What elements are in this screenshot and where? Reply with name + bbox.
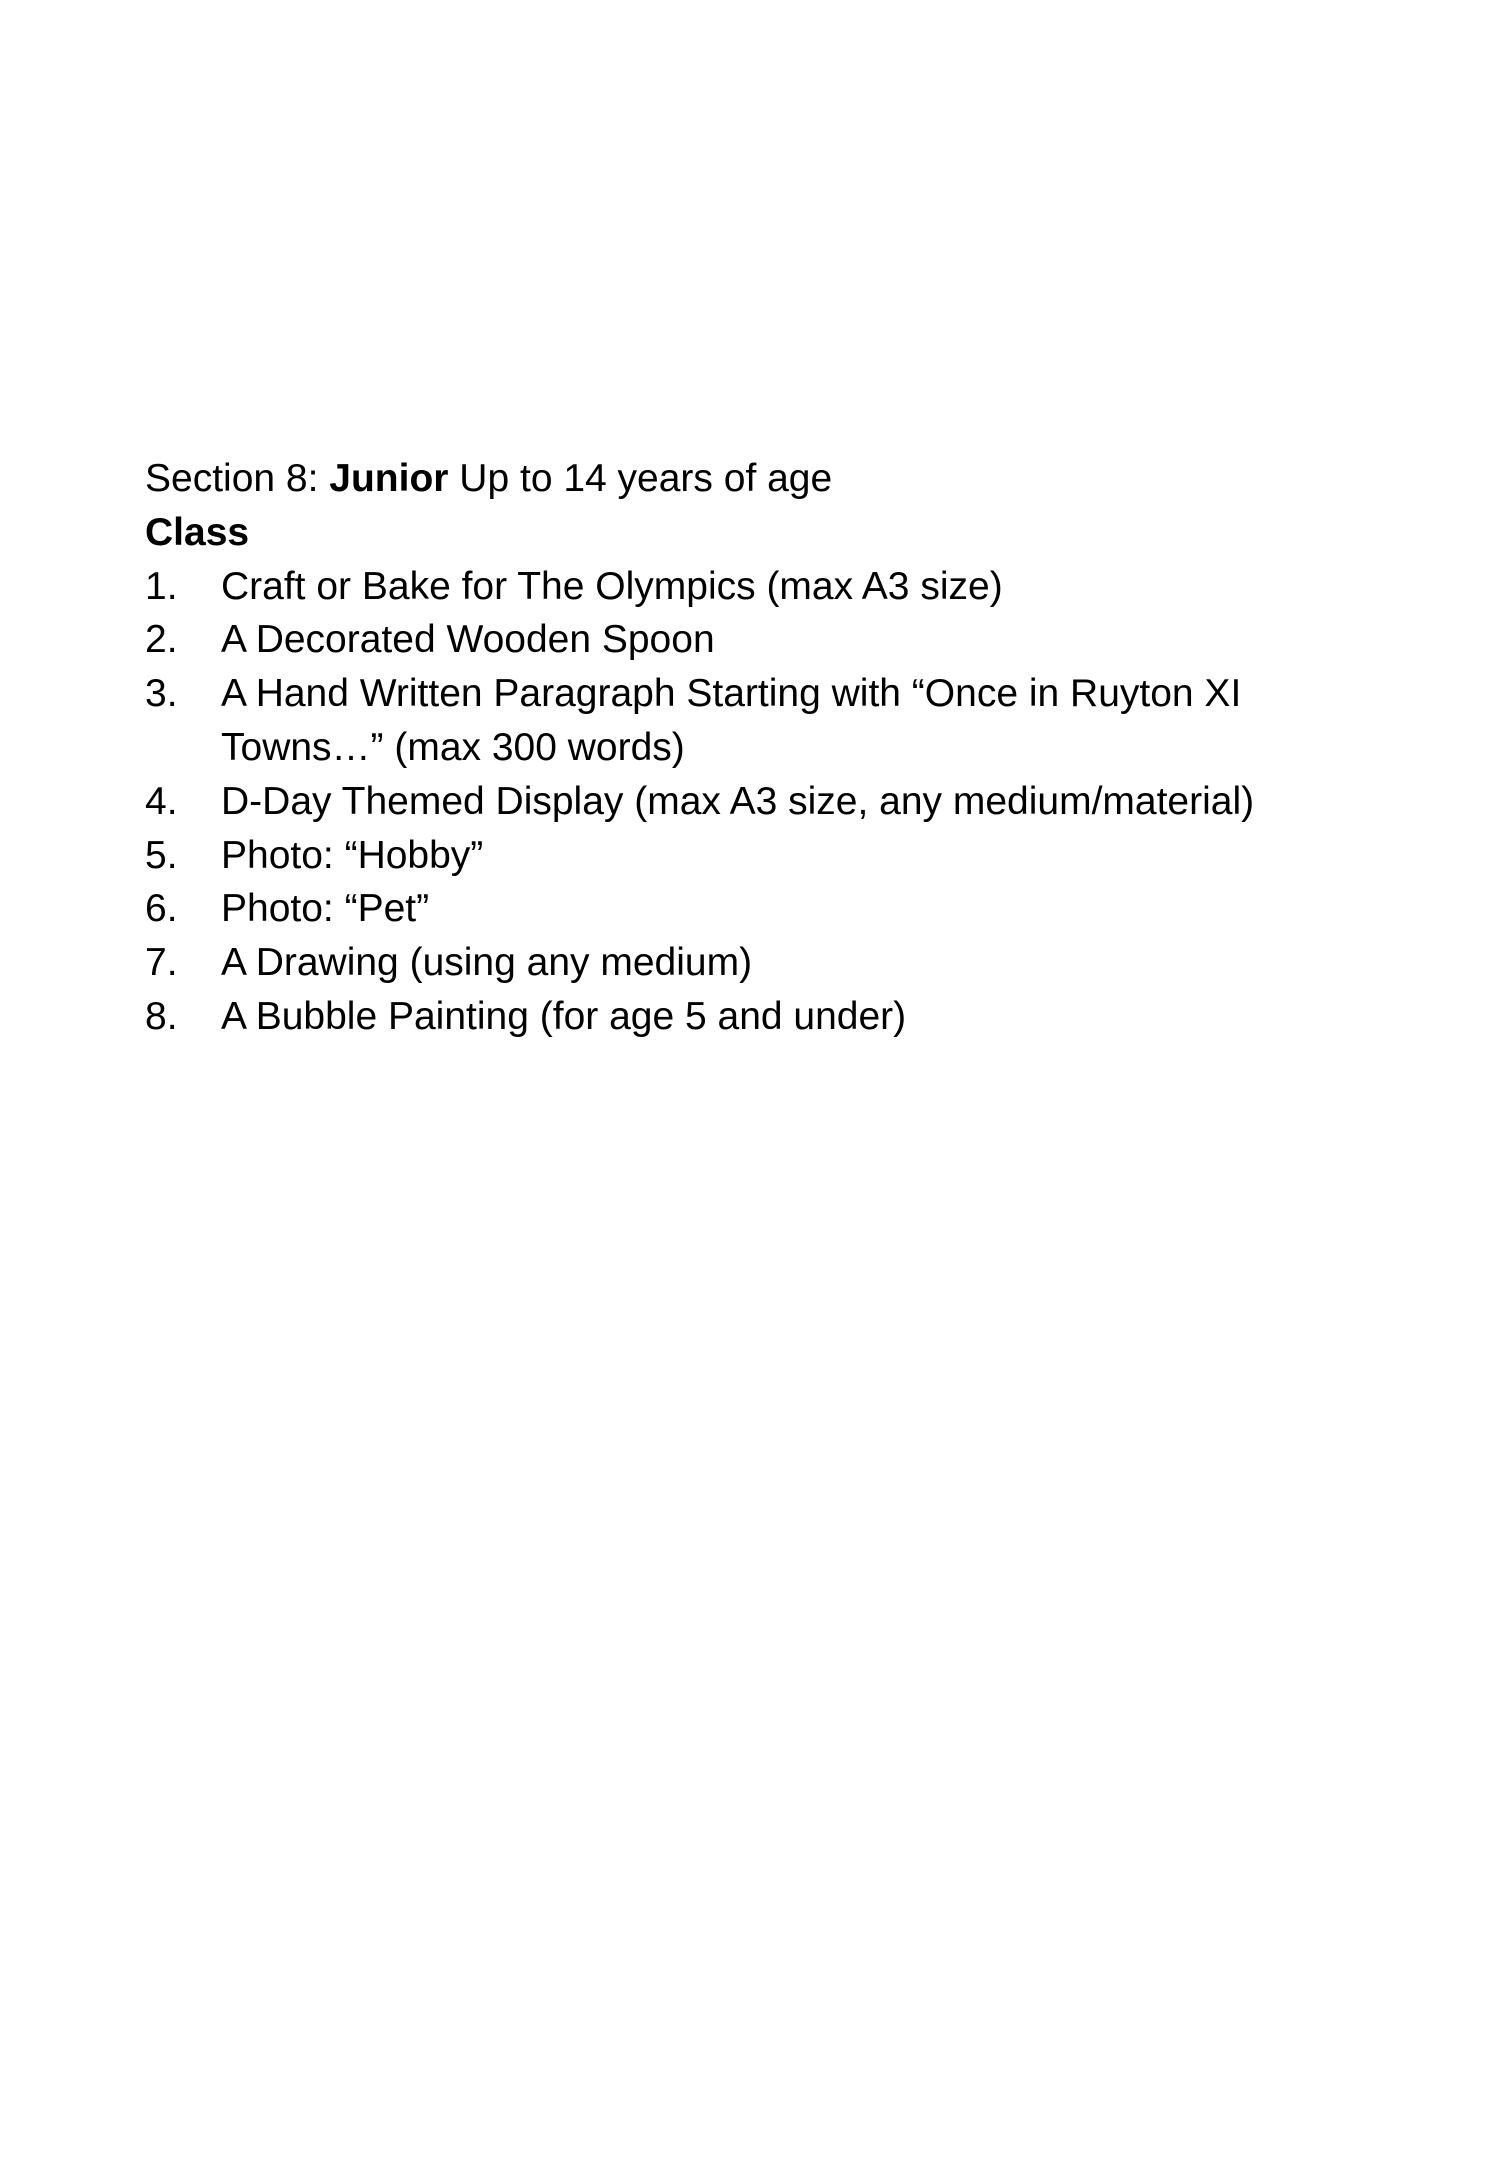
- section-content: [145, 452, 1385, 1044]
- list-item: [145, 990, 1385, 1044]
- item-text: A Bubble Painting (for age 5 and under): [221, 994, 907, 1038]
- item-text: Craft or Bake for The Olympics (max A3 size): [221, 564, 1003, 608]
- item-number: 8.: [145, 994, 178, 1038]
- item-number: 2.: [145, 618, 178, 662]
- item-text: A Drawing (using any medium): [221, 941, 753, 985]
- class-list: [145, 560, 1385, 1044]
- section-prefix: Section 8:: [145, 457, 330, 500]
- list-item: [145, 882, 1385, 936]
- list-item: [145, 829, 1385, 883]
- item-text: A Hand Written Paragraph Starting with “Once in Ruyton XI Towns…” (max 300 words): [221, 672, 1242, 769]
- item-text: D-Day Themed Display (max A3 size, any medium/material): [221, 779, 1255, 823]
- list-item: [145, 613, 1385, 667]
- list-item: [145, 560, 1385, 614]
- list-item: [145, 775, 1385, 829]
- item-number: 3.: [145, 672, 178, 716]
- item-number: 6.: [145, 887, 178, 931]
- item-number: 1.: [145, 564, 178, 608]
- item-text: A Decorated Wooden Spoon: [221, 618, 715, 662]
- section-name: Junior: [329, 457, 449, 500]
- item-text: Photo: “Hobby”: [221, 833, 484, 877]
- item-number: 5.: [145, 833, 178, 877]
- section-heading: [145, 452, 1385, 506]
- item-text: Photo: “Pet”: [221, 887, 430, 931]
- list-item: [145, 667, 1385, 775]
- item-number: 7.: [145, 941, 178, 985]
- item-number: 4.: [145, 779, 178, 823]
- list-item: [145, 936, 1385, 990]
- class-heading: Class: [145, 510, 250, 554]
- section-suffix: Up to 14 years of age: [448, 457, 833, 500]
